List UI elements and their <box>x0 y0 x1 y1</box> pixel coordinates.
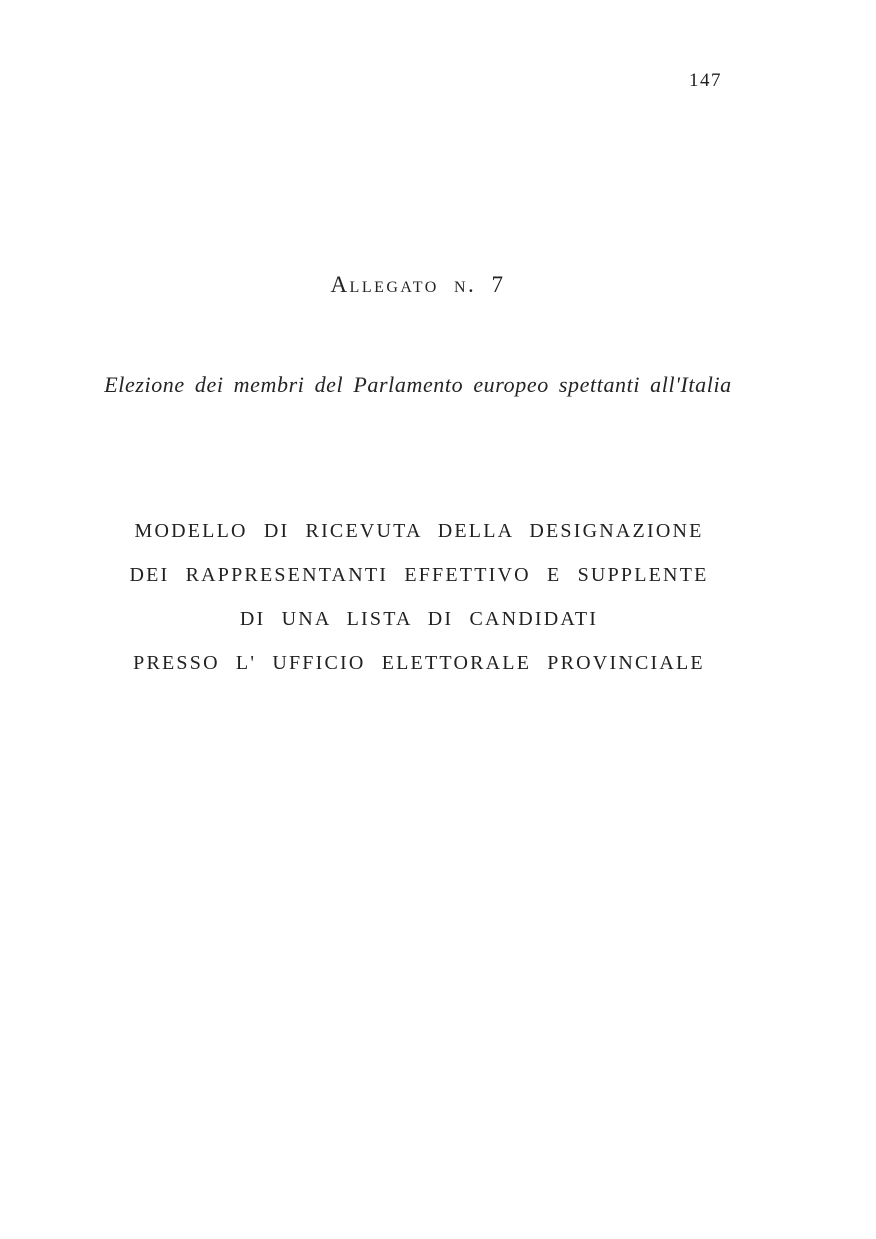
title-block <box>0 509 838 685</box>
page-number: 147 <box>689 70 722 91</box>
title-line: PRESSO L' UFFICIO ELETTORALE PROVINCIALE <box>133 652 705 674</box>
title-line: MODELLO DI RICEVUTA DELLA DESIGNAZIONE <box>134 520 704 542</box>
title-line: DI UNA LISTA DI CANDIDATI <box>239 608 599 630</box>
annex-heading: Allegato n. 7 <box>330 272 506 297</box>
title-line: DEI RAPPRESENTANTI EFFETTIVO E SUPPLENTE <box>129 564 709 586</box>
election-subtitle: Elezione dei membri del Parlamento europeo spettanti all'Italia <box>104 372 732 397</box>
